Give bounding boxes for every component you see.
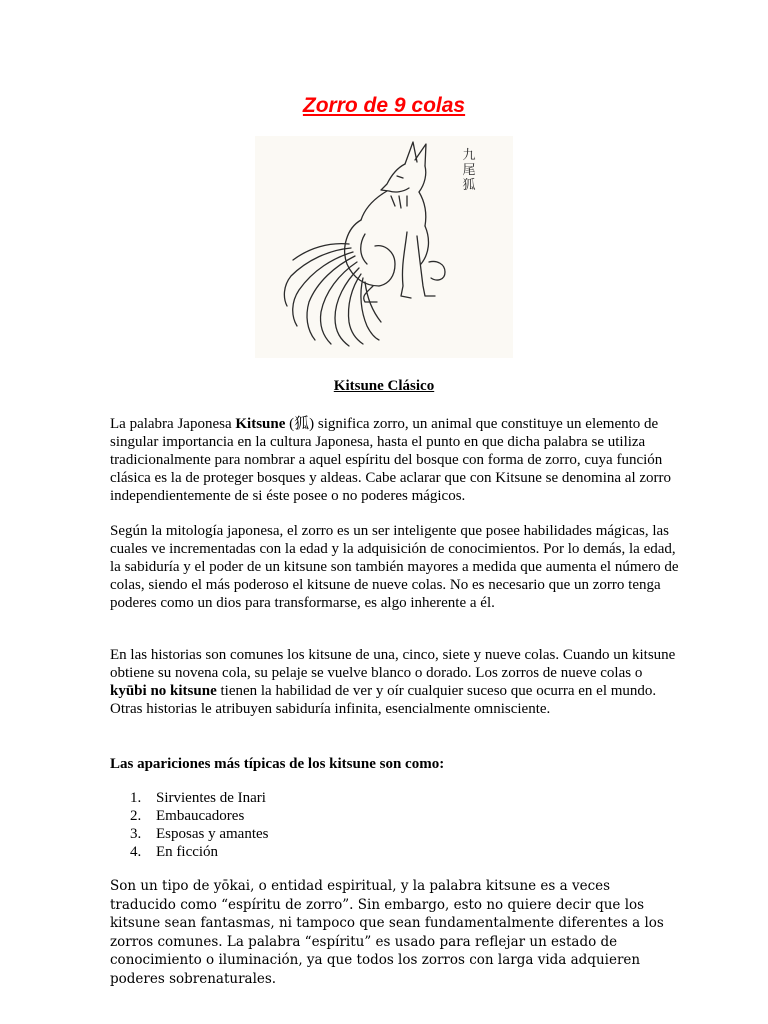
section-heading: Kitsune Clásico [333,378,435,394]
kyubi-term: kyūbi no kitsune [110,683,217,699]
list-item-number: 1. [130,790,142,806]
list-item-text: Sirvientes de Inari [156,790,266,806]
list-item [110,807,268,825]
list-item-number: 2. [130,808,142,824]
document-title: Zorro de 9 colas [302,94,466,117]
list-item [110,789,268,807]
kanji-caption: 九尾狐 [462,148,476,193]
list-item [110,843,268,861]
paragraph-1-post: (狐) significa zorro, un animal que constituye un elemento de singular importancia en la cultura Japonesa, hasta el punto en que dicha palabra se utiliza tradicionalmente para nombrar a aquel espíritu del bosque con forma de zorro, cuya función clásica es la de proteger bosques y aldeas. Cabe aclarar que con Kitsune se denomina al zorro independientemente de si éste posee o no poderes mágicos. [110,416,672,504]
kitsune-term: Kitsune [235,416,286,432]
paragraph-3-post: tienen la habilidad de ver y oír cualquier suceso que ocurra en el mundo. Otras historias le atribuyen sabiduría infinita, esencialmente omnisciente. [110,683,657,717]
appearances-list [110,789,268,861]
paragraph-3-pre: En las historias son comunes los kitsune de una, cinco, siete y nueve colas. Cuando un kitsune obtiene su novena cola, su pelaje se vuelve blanco o dorado. Los zorros de nueve colas o [110,647,676,681]
list-item-text: Embaucadores [156,808,245,824]
list-item-text: En ficción [156,844,219,860]
paragraph-nine-tails [110,646,680,718]
paragraph-1-pre: La palabra Japonesa [110,416,236,432]
list-item-number: 3. [130,826,142,842]
paragraph-kitsune-definition [110,415,680,505]
list-item [110,825,268,843]
list-heading: Las apariciones más típicas de los kitsune son como: [110,756,445,772]
nine-tailed-fox-illustration [255,136,513,358]
list-item-number: 4. [130,844,142,860]
paragraph-mythology: Según la mitología japonesa, el zorro es un ser inteligente que posee habilidades mágicas, las cuales ve incrementadas con la edad y la adquisición de conocimientos. Por lo demás, la edad, la sabiduría y el poder de un kitsune son también mayores a medida que aumenta el número de colas, siendo el más poderoso el kitsune de nueve colas. No es necesario que un zorro tenga poderes como un dios para transformarse, es algo inherente a él. [110,523,679,611]
paragraph-yokai: Son un tipo de yōkai, o entidad espiritual, y la palabra kitsune es a veces traducido como “espíritu de zorro”. Sin embargo, esto no quiere decir que los kitsune sean fantasmas, ni tampoco que sean fundamentalmente diferentes a los zorros comunes. La palabra “espíritu” es usado para reflejar un estado de conocimiento o iluminación, ya que todos los zorros con larga vida adquieren poderes sobrenaturales. [110,878,664,987]
list-item-text: Esposas y amantes [156,826,269,842]
